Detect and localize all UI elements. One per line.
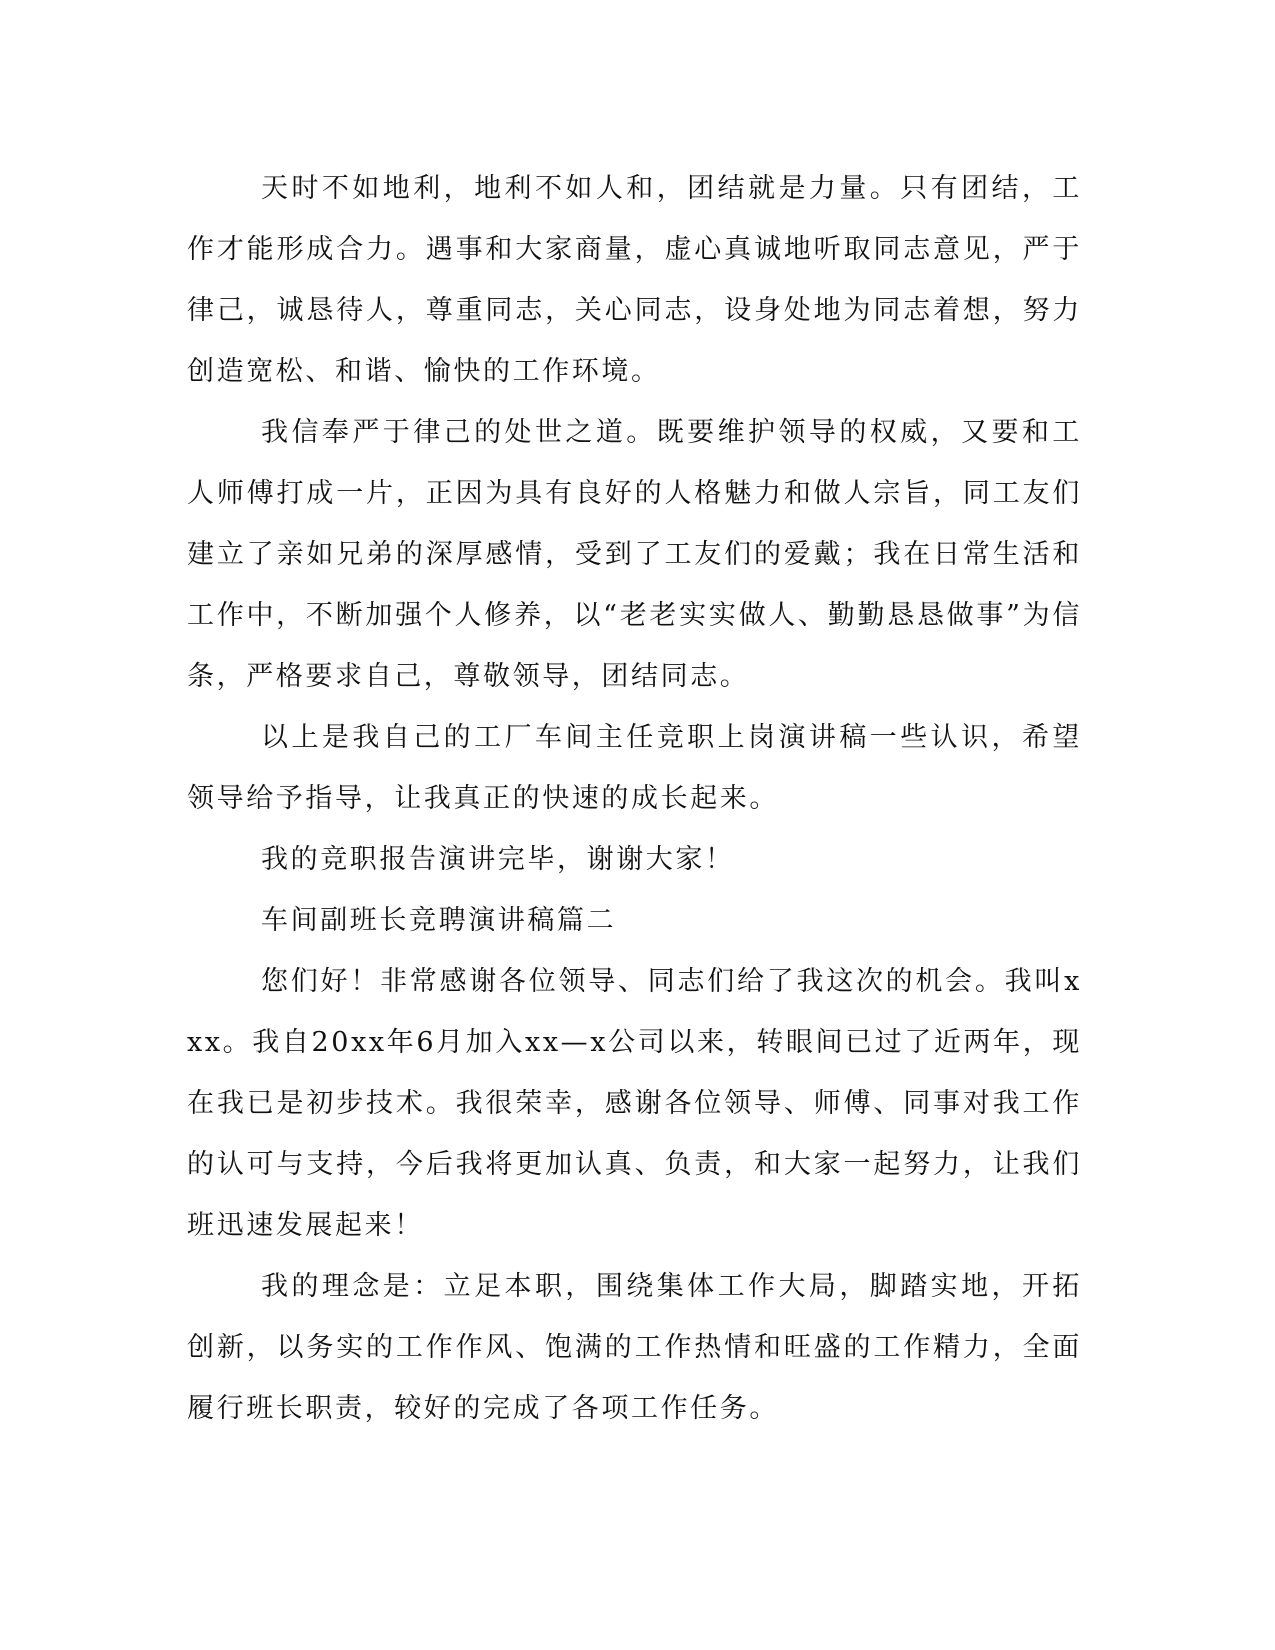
paragraph-self-discipline: 我信奉严于律己的处世之道。既要维护领导的权威，又要和工人师傅打成一片，正因为具有良好的人格魅力和做人宗旨，同工友们建立了亲如兄弟的深厚感情，受到了工友们的爱戴；我在日常生活和工作中，不断加强个人修养，以“老老实实做人、勤勤恳恳做事”为信条，严格要求自己，尊敬领导，团结同志。 [187, 417, 1082, 692]
paragraph-conclusion: 以上是我自己的工厂车间主任竞职上岗演讲稿一些认识，希望领导给予指导，让我真正的快速的成长起来。 [187, 722, 1082, 814]
paragraph-thanks: 我的竞职报告演讲完毕，谢谢大家！ [261, 844, 735, 875]
paragraph-unity: 天时不如地利，地利不如人和，团结就是力量。只有团结，工作才能形成合力。遇事和大家商量，虚心真诚地听取同志意见，严于律己，诚恳待人，尊重同志，关心同志，设身处地为同志着想，努力创造宽松、和谐、愉快的工作环境。 [187, 173, 1082, 387]
document-body [187, 158, 1082, 1439]
section-heading: 车间副班长竞聘演讲稿篇二 [261, 905, 617, 936]
paragraph-philosophy: 我的理念是：立足本职，围绕集体工作大局，脚踏实地，开拓创新，以务实的工作作风、饱满的工作热情和旺盛的工作精力，全面履行班长职责，较好的完成了各项工作任务。 [187, 1271, 1082, 1424]
paragraph-greeting: 您们好！非常感谢各位领导、同志们给了我这次的机会。我叫xxx。我自20xx年6月加入xx—x公司以来，转眼间已过了近两年，现在我已是初步技术。我很荣幸，感谢各位领导、师傅、同事对我工作的认可与支持，今后我将更加认真、负责，和大家一起努力，让我们班迅速发展起来！ [187, 966, 1082, 1241]
